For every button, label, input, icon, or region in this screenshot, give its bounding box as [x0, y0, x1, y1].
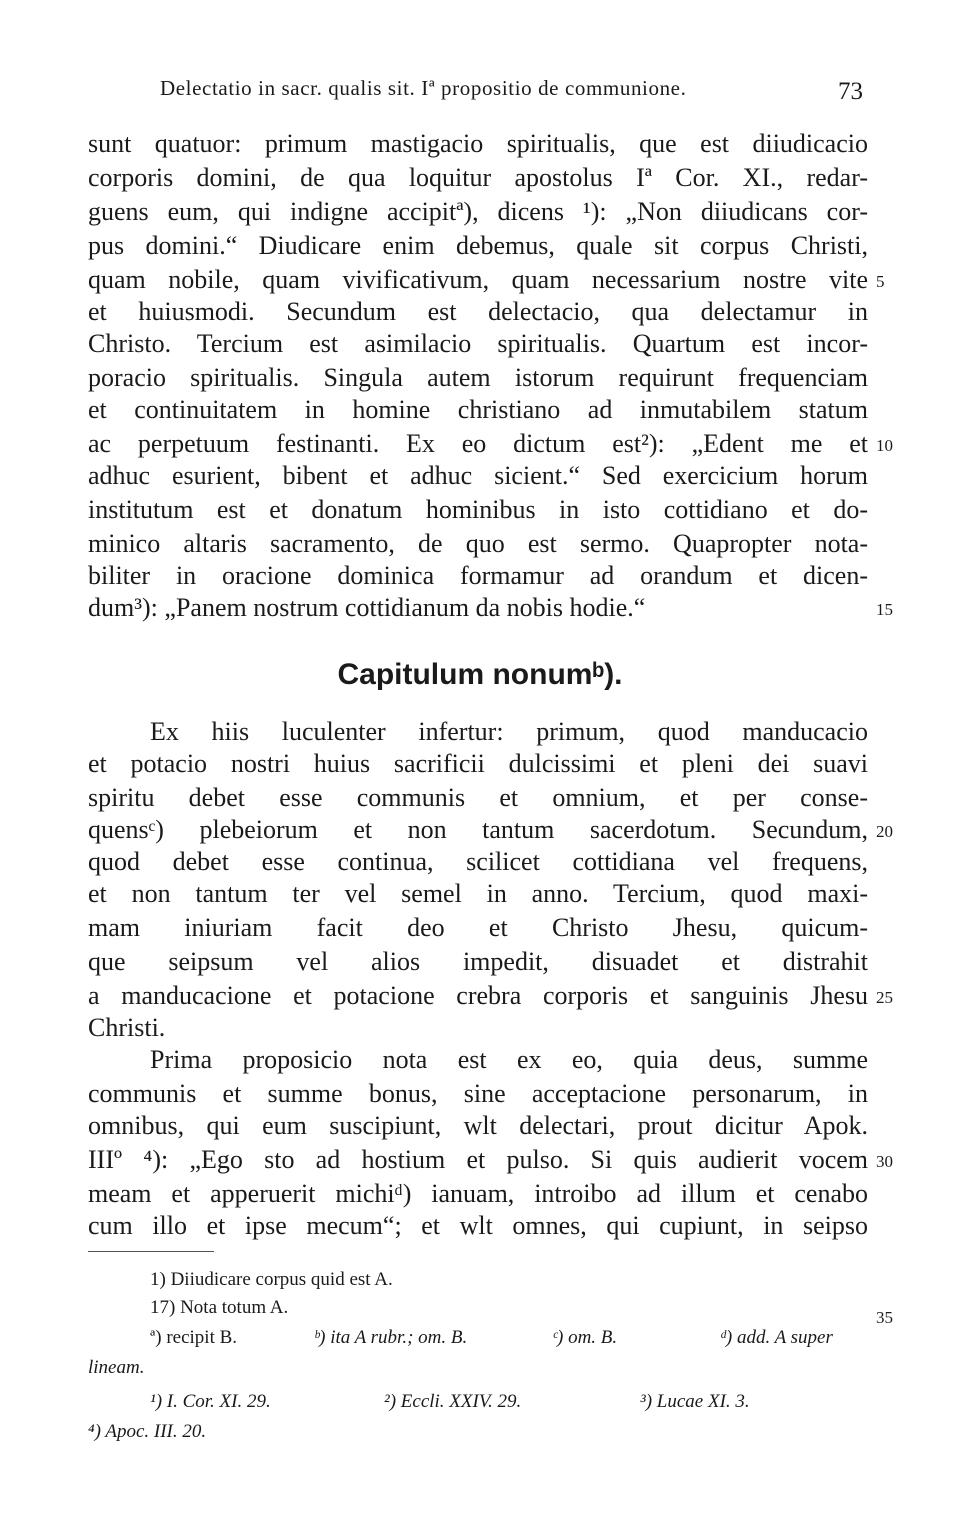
footnote-critical: ᶜ) om. B. [552, 1327, 618, 1348]
line-number: 35 [876, 1308, 893, 1327]
footnote-source: ⁴) Apoc. III. 20. [88, 1421, 207, 1442]
text-line: Ex hiis luculenter infertur: primum, quod manducacio [150, 717, 868, 746]
text-line: et continuitatem in homine christiano ad inmutabilem statum [88, 395, 868, 424]
page-header [0, 72, 960, 112]
footnote-source: ²) Eccli. XXIV. 29. [384, 1391, 522, 1412]
text-line: spiritu debet esse communis et omnium, et per conse- [88, 783, 868, 812]
text-line: quensᶜ) plebeiorum et non tantum sacerdotum. Secundum, [88, 815, 868, 844]
text-line: que seipsum vel alios impedit, disuadet et distrahit [88, 947, 868, 976]
text-line: Prima proposicio nota est ex eo, quia deus, summe [150, 1045, 868, 1074]
text-line: guens eum, qui indigne accipitª), dicens ¹): „Non diiudicans cor- [88, 197, 868, 226]
footnote-critical: ª) recipit B. [150, 1327, 238, 1348]
page-number: 73 [838, 78, 863, 105]
text-line: institutum est et donatum hominibus in isto cottidiano et do- [88, 495, 868, 524]
chapter-title: Capitulum nonumᵇ). [337, 658, 623, 691]
text-line: quam nobile, quam vivificativum, quam necessarium nostre vite [88, 265, 868, 294]
footnote-source: ³) Lucae XI. 3. [640, 1391, 750, 1412]
text-line: ac perpetuum festinanti. Ex eo dictum est²): „Edent me et [88, 429, 868, 458]
line-number: 15 [876, 600, 893, 619]
footnote-variant: 17) Nota totum A. [150, 1297, 289, 1318]
text-line: et huiusmodi. Secundum est delectacio, qua delectamur in [88, 297, 868, 326]
text-line: adhuc esurient, bibent et adhuc sicient.“ Sed exercicium horum [88, 461, 868, 490]
line-number: 20 [876, 822, 893, 841]
text-line: a manducacione et potacione crebra corporis et sanguinis Jhesu [88, 981, 868, 1010]
running-head: Delectatio in sacr. qualis sit. Iª propositio de communione. [160, 76, 687, 100]
text-line: biliter in oracione dominica formamur ad orandum et dicen- [88, 561, 868, 590]
text-line: et non tantum ter vel semel in anno. Tercium, quod maxi- [88, 879, 868, 908]
text-line: meam et apperuerit michiᵈ) ianuam, introibo ad illum et cenabo [88, 1179, 868, 1208]
text-line: sunt quatuor: primum mastigacio spiritualis, que est diiudicacio [88, 129, 868, 158]
text-line: corporis domini, de qua loquitur apostolus Iª Cor. XI., redar- [88, 163, 868, 192]
footnote-rule [88, 1251, 214, 1252]
line-number: 10 [876, 436, 893, 455]
text-line: Christi. [88, 1013, 166, 1042]
text-line: Christo. Tercium est asimilacio spiritualis. Quartum est incor- [88, 329, 868, 358]
footnote-critical: lineam. [88, 1357, 145, 1378]
line-number: 30 [876, 1152, 893, 1171]
text-line: dum³): „Panem nostrum cottidianum da nobis hodie.“ [88, 593, 646, 622]
text-line: poracio spiritualis. Singula autem istorum requirunt frequenciam [88, 363, 868, 392]
text-line: et potacio nostri huius sacrificii dulcissimi et pleni dei suavi [88, 749, 868, 778]
text-line: pus domini.“ Diudicare enim debemus, quale sit corpus Christi, [88, 231, 868, 260]
line-number: 5 [876, 272, 885, 291]
footnote-critical: ᵇ) ita A rubr.; om. B. [314, 1327, 468, 1348]
footnote-critical: ᵈ) add. A super [720, 1327, 833, 1348]
footnote-source: ¹) I. Cor. XI. 29. [150, 1391, 271, 1412]
text-line: omnibus, qui eum suscipiunt, wlt delectari, prout dicitur Apok. [88, 1111, 868, 1140]
text-line: communis et summe bonus, sine acceptacione personarum, in [88, 1079, 868, 1108]
footnote-variant: 1) Diiudicare corpus quid est A. [150, 1269, 393, 1290]
text-line: cum illo et ipse mecum“; et wlt omnes, qui cupiunt, in seipso [88, 1211, 868, 1240]
text-line: mam iniuriam facit deo et Christo Jhesu, quicum- [88, 913, 868, 942]
text-line: IIIº ⁴): „Ego sto ad hostium et pulso. Si quis audierit vocem [88, 1145, 868, 1174]
text-line: quod debet esse continua, scilicet cottidiana vel frequens, [88, 847, 868, 876]
line-number: 25 [876, 988, 893, 1007]
text-line: minico altaris sacramento, de quo est sermo. Quapropter nota- [88, 529, 868, 558]
